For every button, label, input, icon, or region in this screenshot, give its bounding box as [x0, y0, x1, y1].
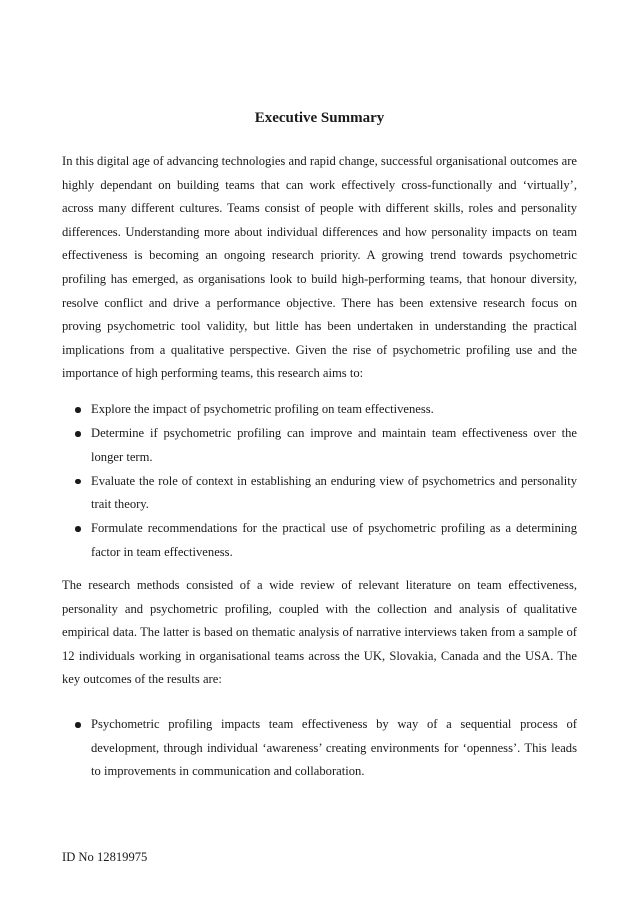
methods-paragraph: The research methods consisted of a wide review of relevant literature on team effectiveness, personality and psychometric profiling, coupled with the collection and analysis of qualitative empirical data. The latter is based on thematic analysis of narrative interviews taken from a sample of 12 individuals working in organisational teams across the UK, Slovakia, Canada and the USA. The key outcomes of the results are: — [62, 578, 577, 687]
aims-list — [62, 398, 577, 565]
list-item — [62, 470, 577, 517]
intro-paragraph: In this digital age of advancing technologies and rapid change, successful organisational outcomes are highly dependant on building teams that can work effectively cross-functionally and ‘virtually’, across many different cultures. Teams consist of people with different skills, roles and personality differences. Understanding more about individual differences and how personality impacts on team effectiveness is becoming an ongoing research priority. A growing trend towards psychometric profiling has emerged, as organisations look to build high-performing teams, that honour diversity, resolve conflict and drive a performance objective. There has been extensive research focus on proving psychometric tool validity, but little has been undertaken in understanding the practical implications from a qualitative perspective. Given the rise of psychometric profiling use and the importance of high performing teams, this research aims to: — [62, 154, 577, 381]
list-item — [62, 398, 577, 422]
bullet-icon — [75, 407, 81, 413]
list-item-text: Explore the impact of psychometric profiling on team effectiveness. — [91, 402, 434, 416]
bullet-icon — [75, 479, 81, 485]
list-item — [62, 713, 577, 784]
bullet-icon — [75, 722, 81, 728]
outcomes-list — [62, 713, 577, 784]
list-item-text: Evaluate the role of context in establishing an enduring view of psychometrics and personality trait theory. — [91, 473, 577, 512]
list-item — [62, 517, 577, 564]
bullet-icon — [75, 431, 81, 437]
page-title: Executive Summary — [254, 110, 385, 126]
list-item — [62, 422, 577, 469]
bullet-icon — [75, 526, 81, 532]
list-item-text: Formulate recommendations for the practical use of psychometric profiling as a determining factor in team effectiveness. — [91, 521, 577, 560]
list-item-text: Psychometric profiling impacts team effectiveness by way of a sequential process of development, through individual ‘awareness’ creating environments for ‘openness’. This leads to improvements in communication and collaboration. — [91, 717, 577, 779]
page-footer-id: ID No 12819975 — [62, 850, 148, 864]
list-item-text: Determine if psychometric profiling can improve and maintain team effectiveness over the longer term. — [91, 426, 577, 464]
